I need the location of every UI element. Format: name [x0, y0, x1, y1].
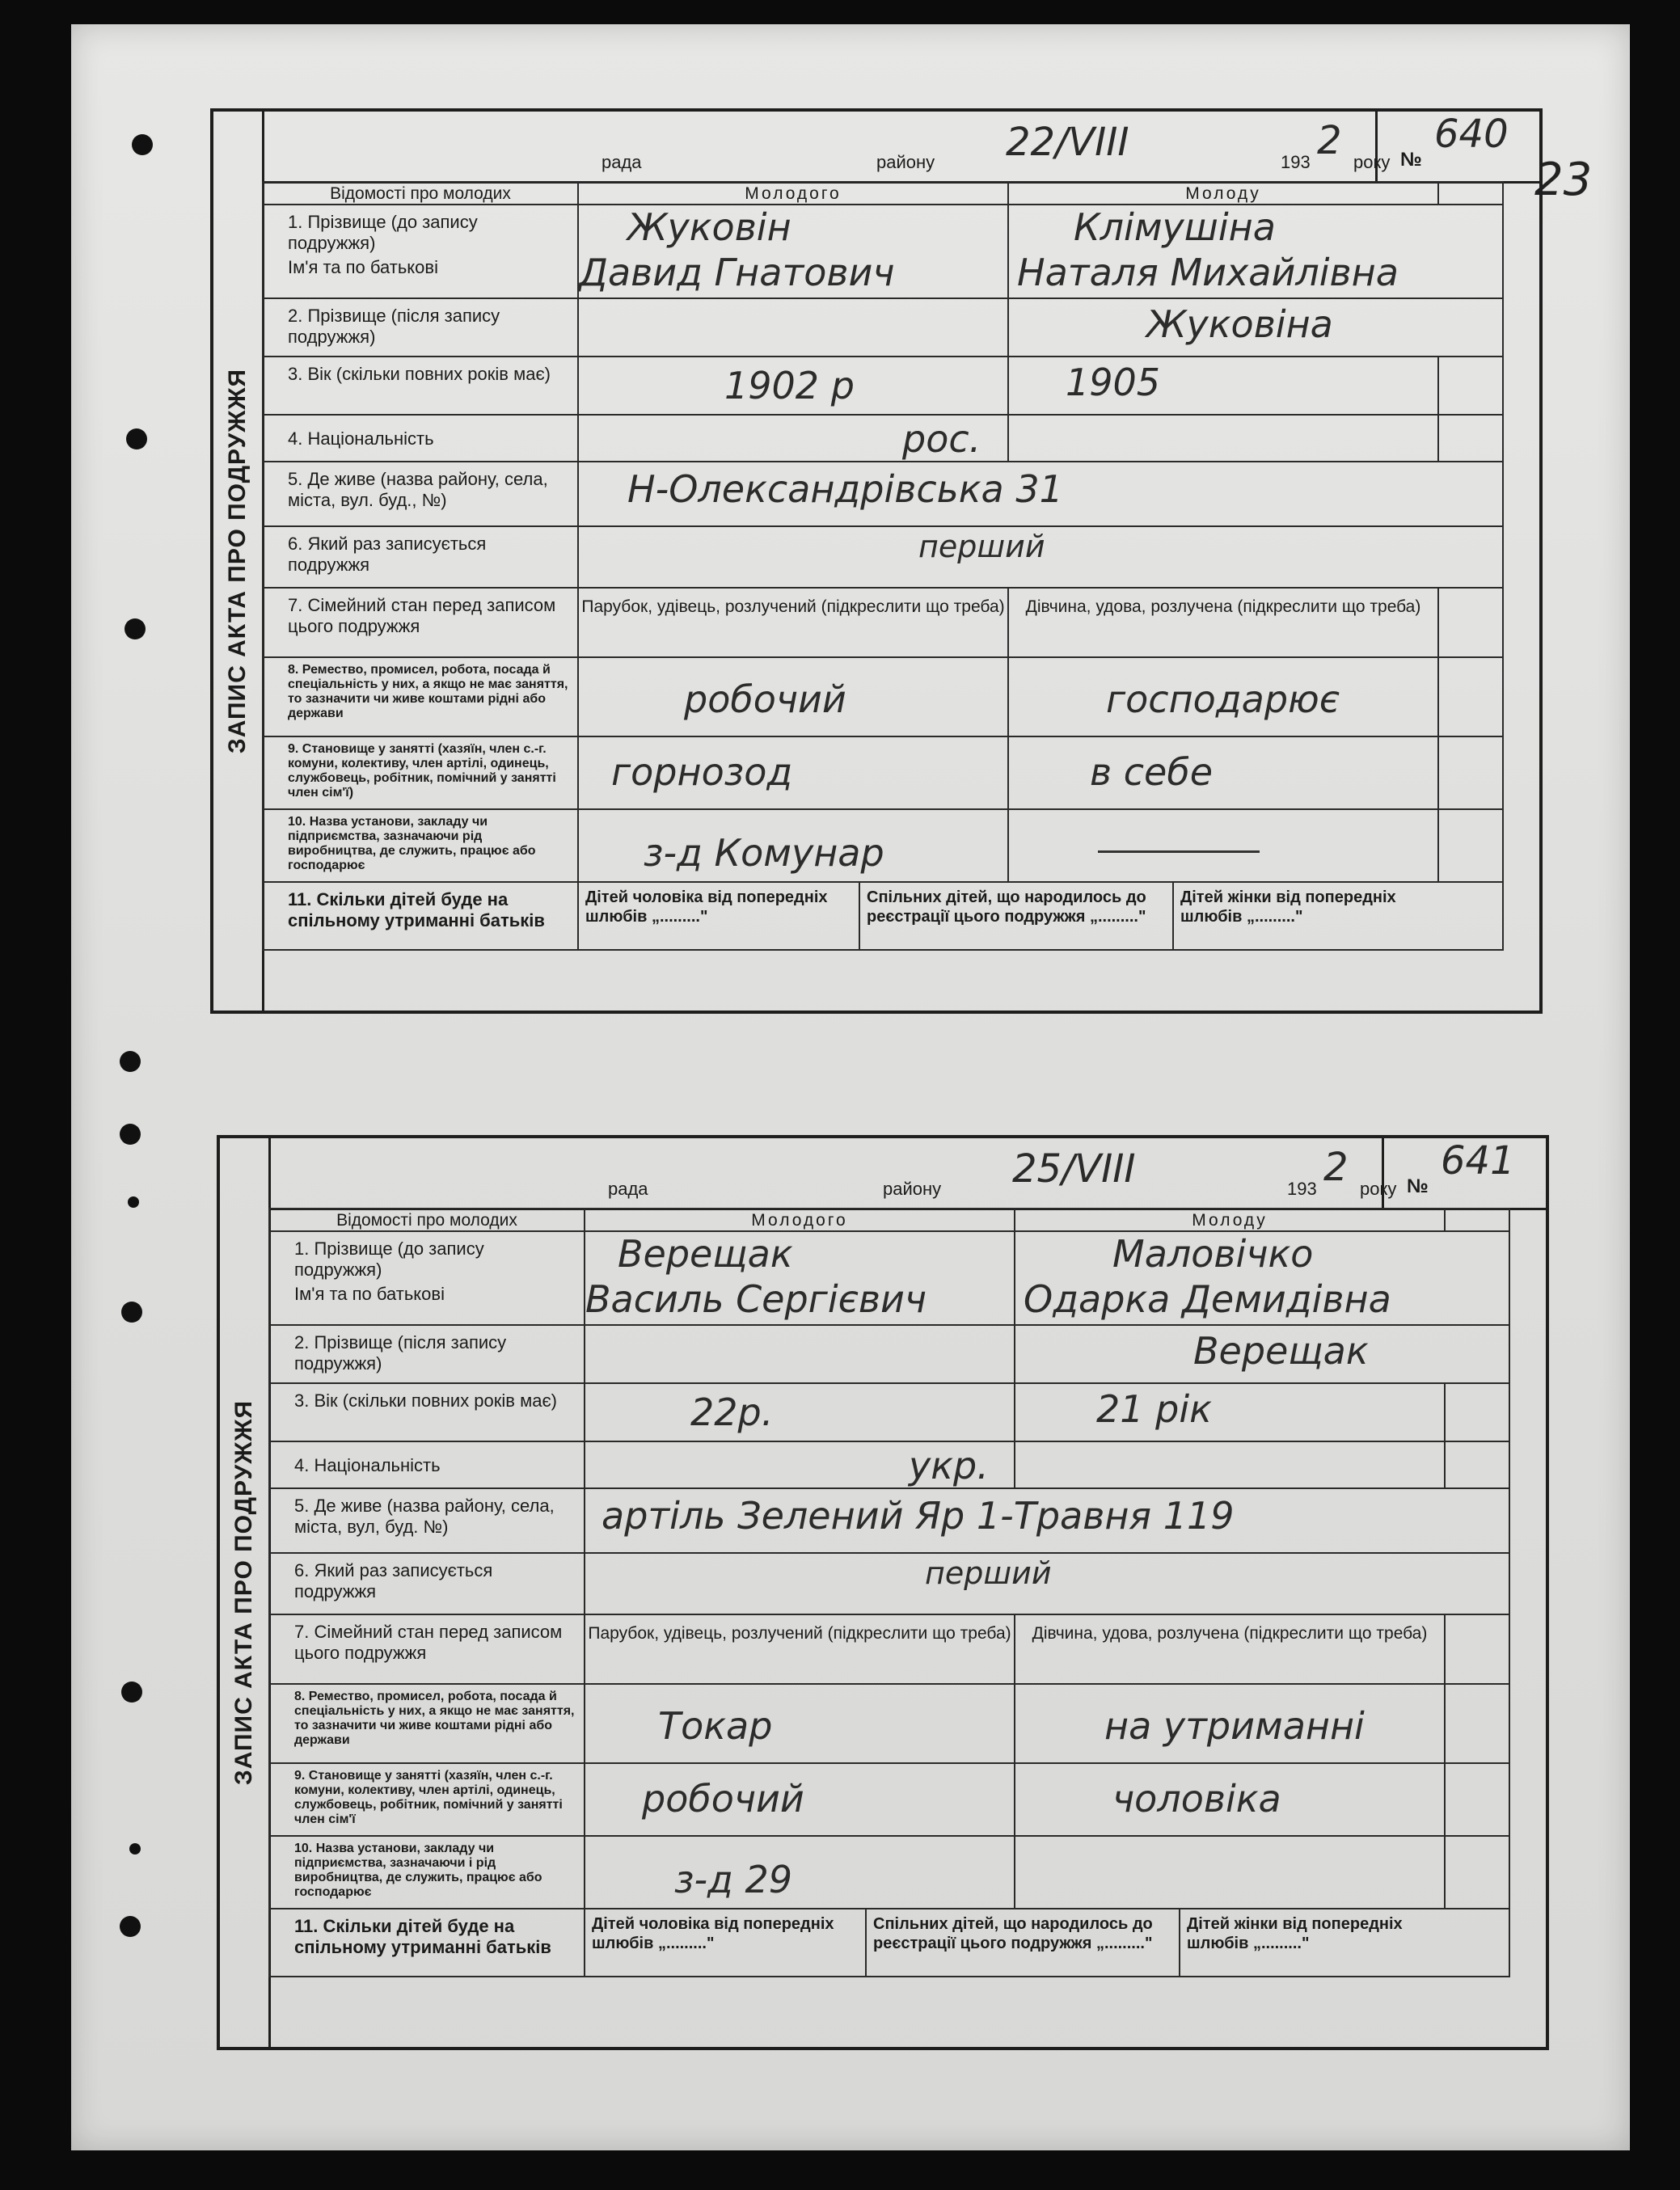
groom-occupation: робочий: [684, 677, 846, 721]
nationality: рос.: [902, 417, 981, 461]
groom-surname: Жуковін: [627, 205, 791, 249]
punch-hole: [120, 1916, 141, 1937]
record-date: 25/VIII: [1012, 1146, 1136, 1192]
row-label: 2. Прізвище (після запису подружжя): [294, 1332, 507, 1373]
row-label: Ім'я та по батькові: [294, 1284, 445, 1304]
row-label: 5. Де живе (назва району, села, міста, вул. буд., №): [288, 469, 548, 510]
groom-marital-status: Парубок, удівець, розлучений (підкреслити що треба): [588, 1624, 1011, 1643]
address: артіль Зелений Яр 1-Травня 119: [602, 1494, 1235, 1538]
groom-workplace: з-д 29: [674, 1858, 793, 1901]
year-digit: 2: [1323, 1145, 1349, 1190]
bride-name: Наталя Михайлівна: [1017, 251, 1399, 294]
row-label: 1. Прізвище (до запису подружжя): [294, 1238, 484, 1280]
roku-label: року: [1360, 1179, 1397, 1199]
raion-label: району: [876, 152, 935, 172]
row-label: 8. Ремество, промисел, робота, посада й спеціальність у них, а якщо не має заняття, то зазначити чи живе коштами рідні або держави: [294, 1690, 575, 1747]
roku-label: року: [1353, 152, 1391, 172]
row-label: 2. Прізвище (після запису подружжя): [288, 306, 500, 347]
row-label: 6. Який раз записується подружжя: [288, 534, 487, 575]
punch-hole: [121, 1682, 142, 1703]
children-bride: Дітей жінки від попередніх шлюбів „.........": [1180, 888, 1396, 926]
row-label: 7. Сімейний стан перед записом цього подружжя: [294, 1622, 563, 1663]
row-label: 6. Який раз записується подружжя: [294, 1560, 493, 1601]
marriage-count: перший: [925, 1555, 1052, 1591]
row-label: 8. Ремество, промисел, робота, посада й спеціальність у них, а якщо не має заняття, то зазначити чи живе коштами рідні або держави: [288, 663, 568, 720]
year-digit: 2: [1317, 118, 1342, 163]
bride-status: в себе: [1090, 750, 1213, 794]
row-label: 4. Національність: [294, 1455, 441, 1475]
record-number-box: № 641: [1382, 1138, 1546, 1208]
children-bride: Дітей жінки від попередніх шлюбів „.........": [1187, 1915, 1403, 1952]
punch-hole: [128, 1196, 139, 1208]
bride-age: 21 рік: [1096, 1387, 1212, 1431]
groom-marital-status: Парубок, удівець, розлучений (підкреслити що треба): [581, 597, 1005, 616]
record-number: 640: [1434, 112, 1509, 157]
bride-occupation: на утриманні: [1104, 1704, 1365, 1748]
bride-surname: Маловічко: [1112, 1232, 1314, 1276]
col-groom: Молодого: [745, 184, 842, 203]
row-label: 7. Сімейний стан перед записом цього подружжя: [288, 595, 556, 636]
row-label: 11. Скільки дітей буде на спільному утриманні батьків: [288, 889, 545, 930]
row-label: 10. Назва установи, закладу чи підприємства, зазначаючи і рід виробництва, де служить, працює або господарює: [294, 1842, 542, 1899]
record-header: [268, 1138, 1546, 1210]
rada-label: рада: [608, 1179, 648, 1199]
punch-hole: [120, 1124, 141, 1145]
row-label: 9. Становище у занятті (хазяїн, член с.-г. комуни, колективу, член артілі, одинець, службовець, робітник, помічний у занятті член сім'ї): [288, 742, 556, 800]
row-label: 4. Національність: [288, 428, 434, 449]
address: Н-Олександрівська 31: [627, 467, 1063, 511]
bride-status: чоловіка: [1112, 1777, 1281, 1821]
bride-surname: Клімушіна: [1074, 205, 1276, 249]
row-label: 9. Становище у занятті (хазяїн, член с.-г. комуни, колективу, член артілі, одинець, службовець, робітник, помічний у занятті член сім'ї: [294, 1769, 563, 1826]
row-label: 1. Прізвище (до запису подружжя): [288, 212, 478, 253]
side-title: ЗАПИС АКТА ПРО ПОДРУЖЖЯ: [213, 112, 264, 1011]
children-common: Спільних дітей, що народилось до реєстрації цього подружжя „.........": [860, 883, 1174, 949]
record-date: 22/VIII: [1006, 120, 1129, 165]
punch-hole: [132, 134, 153, 155]
year-label: 193: [1281, 152, 1311, 172]
groom-occupation: Токар: [658, 1704, 773, 1748]
document-sheet: [71, 24, 1630, 2150]
row-label: 10. Назва установи, закладу чи підприємства, зазначаючи рід виробництва, де служить, працює або господарює: [288, 815, 536, 872]
groom-name: Василь Сергієвич: [585, 1277, 927, 1321]
children-common: Спільних дітей, що народилось до реєстрації цього подружжя „.........": [867, 1909, 1180, 1976]
children-groom: Дітей чоловіка від попередніх шлюбів „.........": [585, 1909, 867, 1976]
row-label: 3. Вік (скільки повних років має): [294, 1390, 558, 1411]
bride-marital-status: Дівчина, удова, розлучена (підкреслити що треба): [1032, 1624, 1428, 1643]
bride-new-surname: Жуковіна: [1146, 302, 1333, 346]
groom-surname: Верещак: [618, 1232, 793, 1276]
bride-marital-status: Дівчина, удова, розлучена (підкреслити що треба): [1025, 597, 1421, 616]
groom-status: горнозод: [611, 750, 793, 794]
rada-label: рада: [602, 152, 642, 172]
children-groom: Дітей чоловіка від попередніх шлюбів „.........": [579, 883, 860, 949]
groom-name: Давид Гнатович: [579, 251, 895, 294]
raion-label: району: [883, 1179, 942, 1199]
bride-age: 1905: [1066, 361, 1161, 404]
col-groom: Молодого: [751, 1211, 848, 1230]
record-number: 641: [1441, 1138, 1515, 1184]
bride-name: Одарка Демидівна: [1024, 1277, 1391, 1321]
bride-occupation: господарює: [1106, 677, 1340, 721]
groom-status: робочий: [642, 1777, 804, 1821]
groom-age: 1902 р: [724, 364, 855, 407]
col-info: Відомості про молодих: [336, 1211, 517, 1230]
bride-new-surname: Верещак: [1193, 1329, 1369, 1373]
marriage-record-1: [210, 108, 1543, 1014]
punch-hole: [121, 1302, 142, 1323]
row-label: 11. Скільки дітей буде на спільному утриманні батьків: [294, 1916, 551, 1957]
year-label: 193: [1287, 1179, 1317, 1199]
col-bride: Молоду: [1185, 184, 1261, 203]
col-bride: Молоду: [1192, 1211, 1268, 1230]
groom-workplace: з-д Комунар: [644, 831, 884, 875]
punch-hole: [129, 1843, 141, 1855]
side-title: ЗАПИС АКТА ПРО ПОДРУЖЖЯ: [220, 1138, 271, 2047]
punch-hole: [120, 1051, 141, 1072]
row-label: 3. Вік (скільки повних років має): [288, 364, 551, 384]
col-info: Відомості про молодих: [330, 184, 511, 203]
punch-hole: [126, 428, 147, 449]
record-table: [268, 1208, 1510, 1977]
row-label: 5. Де живе (назва району, села, міста, вул, буд. №): [294, 1496, 555, 1537]
record-number-box: № 640: [1375, 112, 1539, 181]
punch-hole: [125, 618, 146, 639]
record-header: [262, 112, 1539, 184]
marriage-count: перший: [918, 529, 1045, 564]
groom-age: 22р.: [690, 1390, 774, 1434]
record-table: [262, 181, 1504, 951]
marriage-record-2: [217, 1135, 1549, 2050]
nationality: укр.: [909, 1444, 989, 1487]
row-label: Ім'я та по батькові: [288, 257, 438, 277]
side-page-mark: 23: [1534, 154, 1593, 206]
